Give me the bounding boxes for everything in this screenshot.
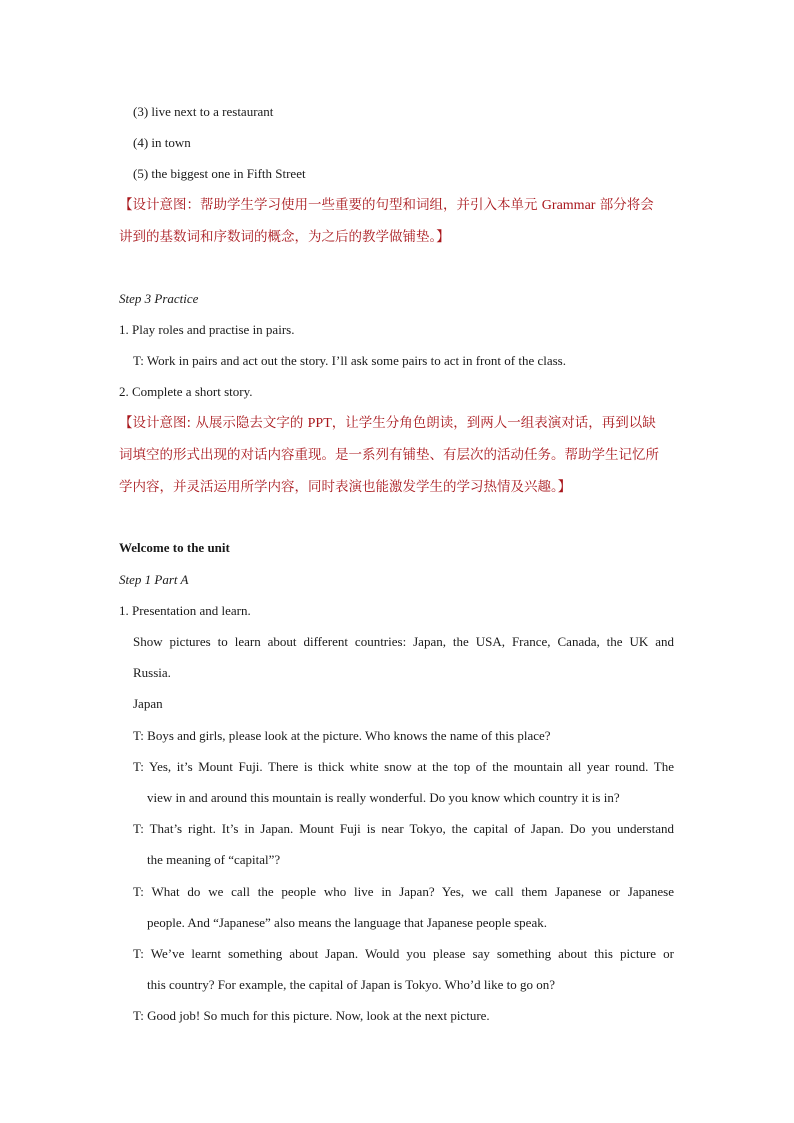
teacher-line: T: Good job! So much for this picture. Now, look at the next picture. [133, 1008, 490, 1023]
step3-item-2: 2. Complete a short story. [119, 384, 253, 399]
design-note-2-line-3: 学内容，并灵活运用所学内容，同时表演也能激发学生的学习热情及兴趣。】 [119, 479, 572, 495]
teacher-line-continued: view in and around this mountain is really wonderful. Do you know which country it is in? [147, 790, 620, 805]
teacher-line-continued: this country? For example, the capital of Japan is Tokyo. Who’d like to go on? [147, 977, 556, 992]
teacher-line-continued: the meaning of “capital”? [147, 852, 281, 867]
country-japan-label: Japan [133, 696, 163, 711]
design-note-1-line-1: 【设计意图：帮助学生学习使用一些重要的句型和词组，并引入本单元 Grammar 部分将会 [119, 197, 654, 213]
teacher-line: T: Boys and girls, please look at the picture. Who knows the name of this place? [133, 728, 551, 743]
teacher-line: T: Yes, it’s Mount Fuji. There is thick white snow at the top of the mountain all year round. The [133, 759, 674, 774]
design-note-1-line-2: 讲到的基数词和序数词的概念，为之后的教学做铺垫。】 [119, 229, 450, 245]
step3-item-1: 1. Play roles and practise in pairs. [119, 322, 295, 337]
show-pictures-line-1: Show pictures to learn about different countries: Japan, the USA, France, Canada, the UK and [133, 634, 674, 649]
list-item: (5) the biggest one in Fifth Street [133, 166, 306, 181]
design-note-2-line-2: 词填空的形式出现的对话内容重现。是一系列有铺垫、有层次的活动任务。帮助学生记忆所 [119, 447, 659, 463]
list-item: (3) live next to a restaurant [133, 104, 274, 119]
step3-heading: Step 3 Practice [119, 291, 199, 306]
list-item: (4) in town [133, 135, 191, 150]
teacher-line: T: That’s right. It’s in Japan. Mount Fuji is near Tokyo, the capital of Japan. Do you understand [133, 821, 674, 836]
step3-item-1-teacher-line: T: Work in pairs and act out the story. I’ll ask some pairs to act in front of the class. [133, 353, 566, 368]
welcome-step1-heading: Step 1 Part A [119, 572, 189, 587]
teacher-line-continued: people. And “Japanese” also means the language that Japanese people speak. [147, 915, 547, 930]
design-note-2-line-1: 【设计意图: 从展示隐去文字的 PPT，让学生分角色朗读，到两人一组表演对话，再到以缺 [119, 415, 656, 431]
welcome-item-1: 1. Presentation and learn. [119, 603, 251, 618]
welcome-heading: Welcome to the unit [119, 540, 230, 555]
show-pictures-line-2: Russia. [133, 665, 171, 680]
teacher-line: T: What do we call the people who live in Japan? Yes, we call them Japanese or Japanese [133, 884, 674, 899]
teacher-line: T: We’ve learnt something about Japan. Would you please say something about this picture or [133, 946, 674, 961]
